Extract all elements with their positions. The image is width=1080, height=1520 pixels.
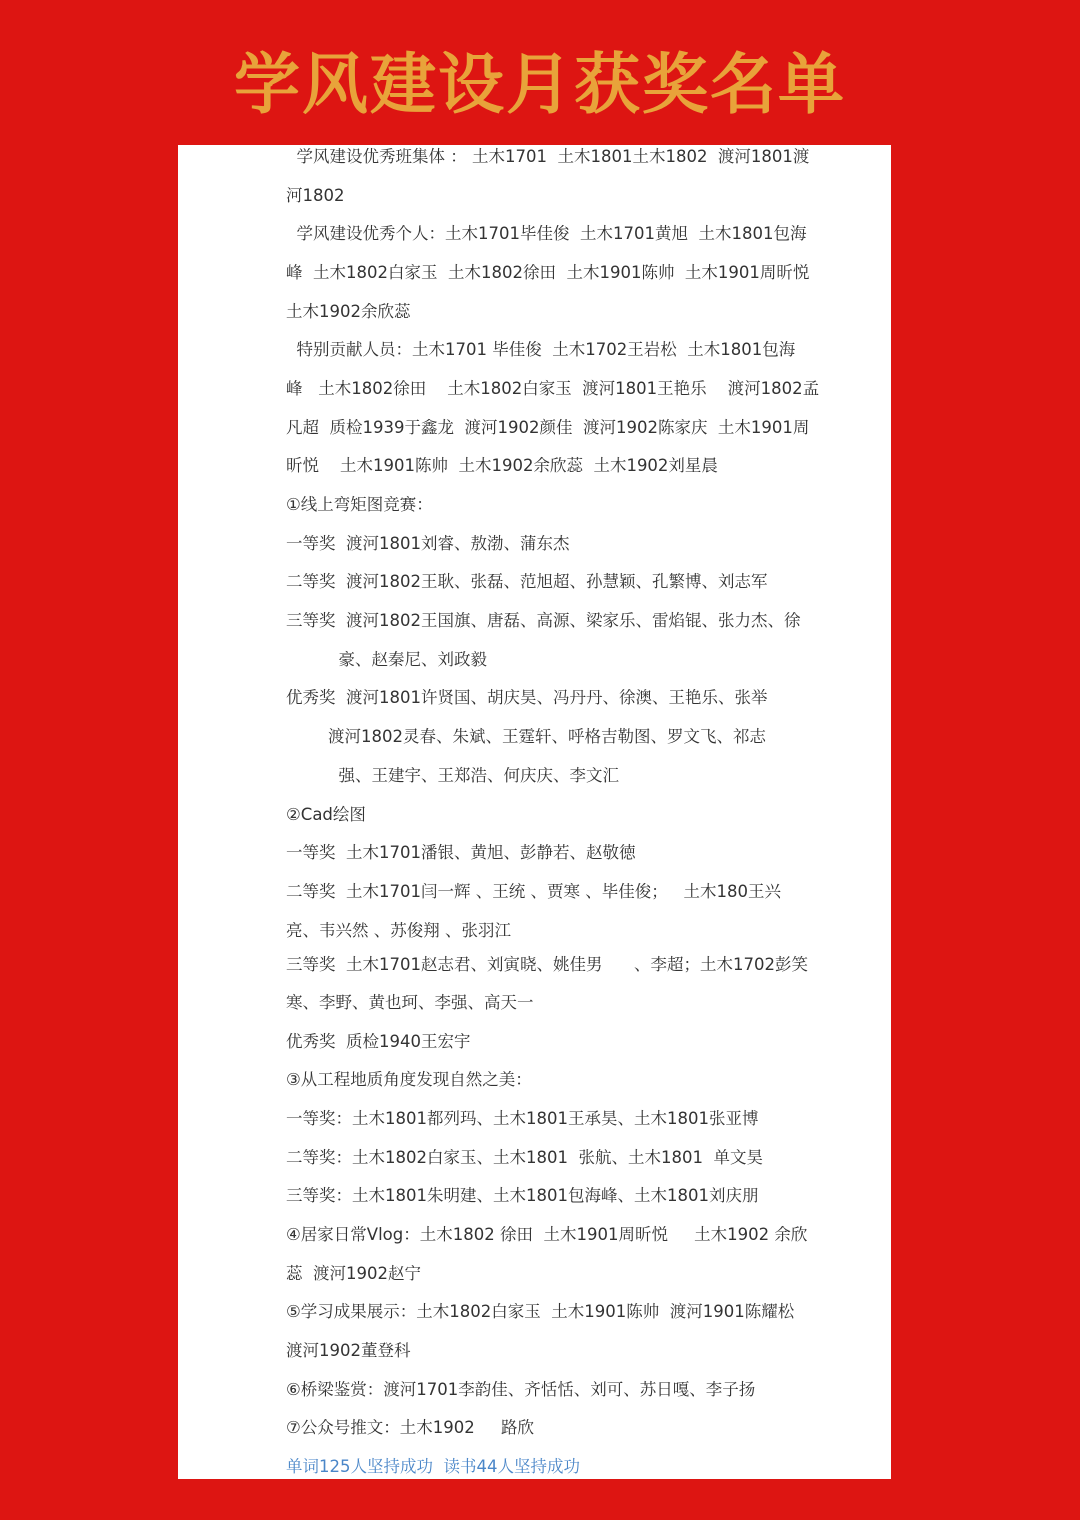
text-line: 优秀奖 质检1940王宏宇 xyxy=(286,1032,471,1051)
text-line: 河1802 xyxy=(286,186,345,205)
footer-note: 单词125人坚持成功 读书44人坚持成功 xyxy=(286,1457,580,1476)
text-line: 凡超 质检1939于鑫龙 渡河1902颜佳 渡河1902陈家庆 土木1901周 xyxy=(286,418,810,437)
text-line: 强、王建宇、王郑浩、何庆庆、李文汇 xyxy=(286,766,619,785)
text-line: 二等奖：土木1802白家玉、土木1801 张航、土木1801 单文昊 xyxy=(286,1148,763,1167)
text-line: 峰 土木1802徐田 土木1802白家玉 渡河1801王艳乐 渡河1802孟 xyxy=(286,379,820,398)
text-line: 寒、李野、黄也珂、李强、高天一 xyxy=(286,993,534,1012)
text-line: 蕊 渡河1902赵宁 xyxy=(286,1264,421,1283)
text-line: 一等奖：土木1801都列玛、土木1801王承昊、土木1801张亚博 xyxy=(286,1109,759,1128)
text-line: 特别贡献人员：土木1701 毕佳俊 土木1702王岩松 土木1801包海 xyxy=(286,340,796,359)
text-line: 二等奖 渡河1802王耿、张磊、范旭超、孙慧颖、孔繁博、刘志军 xyxy=(286,572,768,591)
section-heading: ④居家日常Vlog：土木1802 徐田 土木1901周昕悦 土木1902 余欣 xyxy=(286,1225,808,1244)
section-heading: ⑥桥梁鉴赏：渡河1701李韵佳、齐恬恬、刘可、苏日嘎、李子扬 xyxy=(286,1380,756,1399)
text-line: 峰 土木1802白家玉 土木1802徐田 土木1901陈帅 土木1901周昕悦 xyxy=(286,263,810,282)
award-list-sheet xyxy=(178,145,891,1479)
section-heading: ③从工程地质角度发现自然之美： xyxy=(286,1070,532,1089)
text-line: 渡河1802灵春、朱斌、王霆轩、呼格吉勒图、罗文飞、祁志 xyxy=(286,727,766,746)
text-line: 一等奖 渡河1801刘睿、敖渤、蒲东杰 xyxy=(286,534,570,553)
text-line: 三等奖：土木1801朱明建、土木1801包海峰、土木1801刘庆朋 xyxy=(286,1186,759,1205)
section-heading: ②Cad绘图 xyxy=(286,805,366,824)
text-line: 三等奖 土木1701赵志君、刘寅晓、姚佳男 、李超；土木1702彭笑 xyxy=(286,955,808,974)
text-line: 土木1902余欣蕊 xyxy=(286,302,411,321)
text-line: 优秀奖 渡河1801许贤国、胡庆昊、冯丹丹、徐澳、王艳乐、张举 xyxy=(286,688,768,707)
text-line: 豪、赵秦尼、刘政毅 xyxy=(286,650,487,669)
section-heading: ①线上弯矩图竞赛： xyxy=(286,495,433,514)
text-line: 三等奖 渡河1802王国旗、唐磊、高源、梁家乐、雷焰锟、张力杰、徐 xyxy=(286,611,801,630)
section-heading: ⑦公众号推文：土木1902 路欣 xyxy=(286,1418,535,1437)
text-line: 二等奖 土木1701闫一辉 、王统 、贾寒 、毕佳俊； 土木180王兴 xyxy=(286,882,781,901)
poster-title: 学风建设月获奖名单 xyxy=(234,46,846,123)
text-line: 亮、韦兴然 、苏俊翔 、张羽江 xyxy=(286,921,511,940)
text-line: 学风建设优秀个人：土木1701毕佳俊 土木1701黄旭 土木1801包海 xyxy=(286,224,807,243)
text-line: 学风建设优秀班集体 ： 土木1701 土木1801土木1802 渡河1801渡 xyxy=(286,147,810,166)
text-line: 昕悦 土木1901陈帅 土木1902余欣蕊 土木1902刘星晨 xyxy=(286,456,718,475)
section-heading: ⑤学习成果展示：土木1802白家玉 土木1901陈帅 渡河1901陈耀松 xyxy=(286,1302,795,1321)
text-line: 一等奖 土木1701潘银、黄旭、彭静若、赵敬徳 xyxy=(286,843,636,862)
text-line: 渡河1902董登科 xyxy=(286,1341,411,1360)
